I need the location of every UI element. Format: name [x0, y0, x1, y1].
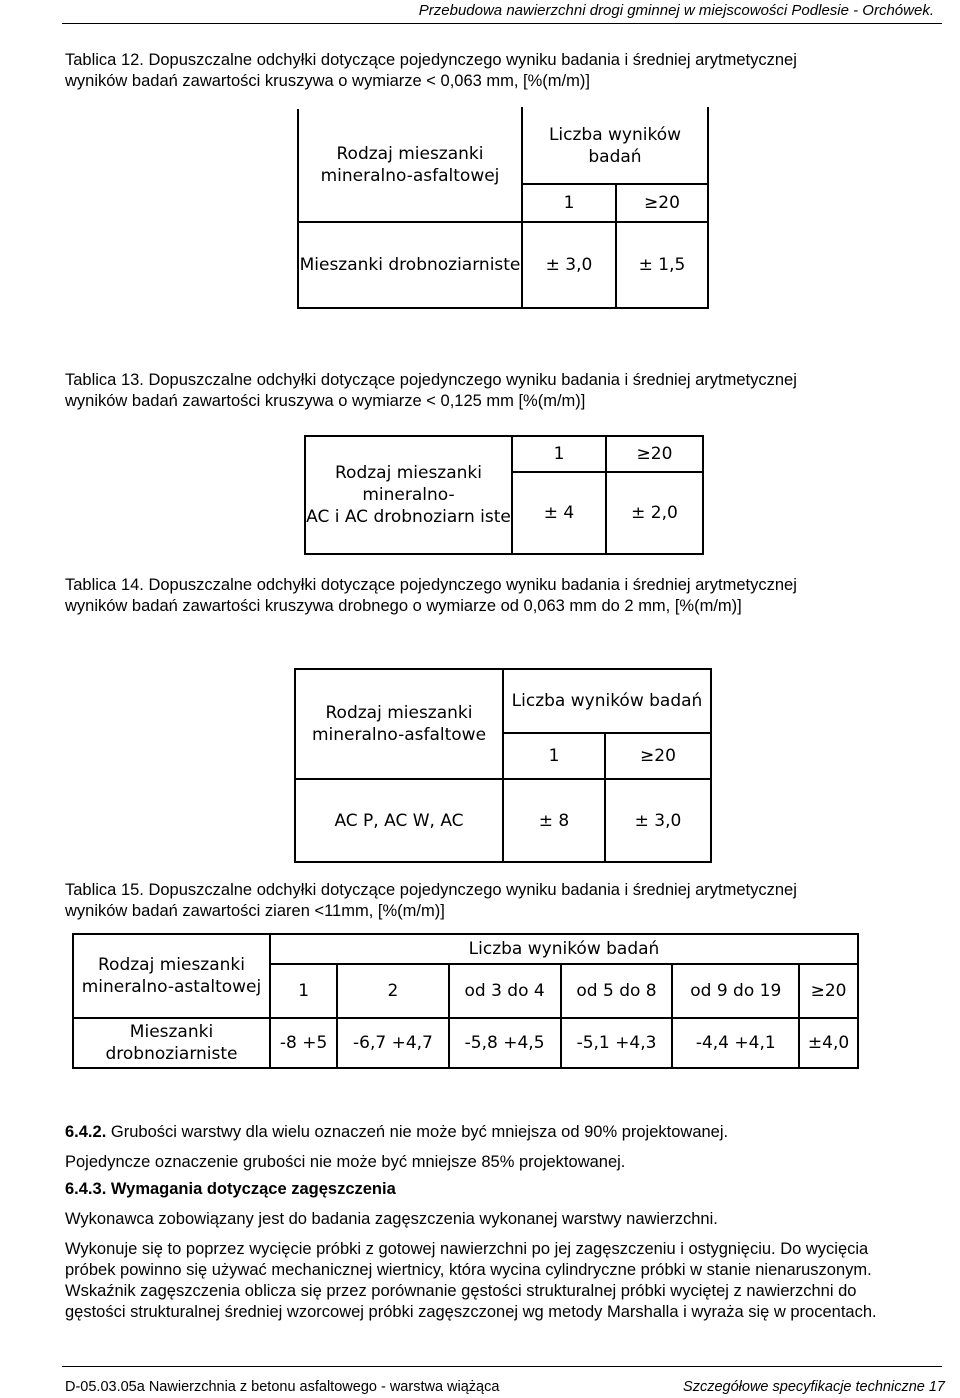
footer-doc-id: D-05.03.05a Nawierzchnia z betonu asfaltowego - warstwa wiążąca [65, 1379, 500, 1395]
table12-group-header: Liczba wyników badań [522, 108, 708, 184]
section-642 [65, 1122, 915, 1143]
table13-row-label-cell [305, 436, 512, 554]
table15-group-header: Liczba wyników badań [270, 934, 858, 964]
footer-divider [62, 1366, 942, 1367]
table14-count1: 1 [503, 733, 605, 779]
table15-count: ≥20 [799, 964, 858, 1018]
header-title: Przebudowa nawierzchni drogi gminnej w miejscowości Podlesie - Orchówek. [418, 2, 934, 19]
table12-col-header: Rodzaj mieszanki mineralno-asfaltowej [298, 108, 522, 222]
table13-caption-line1: Tablica 13. Dopuszczalne odchyłki dotyczące pojedynczego wyniku badania i średniej arytmetycznej [65, 371, 797, 389]
table15-row-label: Mieszanki drobnoziarniste [73, 1018, 270, 1068]
table12-row-label: Mieszanki drobnoziarniste [298, 222, 522, 308]
table13-count2: ≥20 [606, 436, 703, 472]
table14-caption-line2: wyników badań zawartości kruszywa drobnego o wymiarze od 0,063 mm do 2 mm, [%(m/m)] [65, 597, 742, 615]
table14-count2: ≥20 [605, 733, 711, 779]
table13-row-label: AC i AC drobnoziarn iste [306, 507, 511, 527]
table15-count: od 3 do 4 [449, 964, 561, 1018]
paragraph-1: Wykonawca zobowiązany jest do badania zagęszczenia wykonanej warstwy nawierzchni. [65, 1210, 718, 1228]
table13 [304, 435, 704, 555]
table14-val1: ± 8 [503, 779, 605, 862]
table14-row-label: AC P, AC W, AC [295, 779, 503, 862]
table15-value: -4,4 +4,1 [672, 1018, 799, 1068]
table15-value: -5,8 +4,5 [449, 1018, 561, 1068]
table13-val2: ± 2,0 [606, 472, 703, 554]
table13-col-header: Rodzaj mieszanki mineralno- [335, 463, 482, 505]
table13-val1: ± 4 [512, 472, 606, 554]
section-642-text: Grubości warstwy dla wielu oznaczeń nie może być mniejsza od 90% projektowanej. [106, 1123, 729, 1141]
table15 [72, 933, 859, 1069]
table13-caption [65, 370, 895, 412]
table12-caption-line1: Tablica 12. Dopuszczalne odchyłki dotyczące pojedynczego wyniku badania i średniej arytmetycznej [65, 51, 797, 69]
section-642-p2: Pojedyncze oznaczenie grubości nie może być mniejsze 85% projektowanej. [65, 1153, 626, 1171]
table12-caption-line2: wyników badań zawartości kruszywa o wymiarze < 0,063 mm, [%(m/m)] [65, 72, 590, 90]
table12-val1: ± 3,0 [522, 222, 616, 308]
table12-count2: ≥20 [616, 184, 708, 222]
table15-count: od 5 do 8 [561, 964, 673, 1018]
table15-value: ±4,0 [799, 1018, 858, 1068]
footer-page-info: Szczegółowe specyfikacje techniczne 17 [683, 1379, 945, 1395]
table14-group-header: Liczba wyników badań [503, 669, 711, 733]
section-642-number: 6.4.2. [65, 1123, 107, 1141]
table13-caption-line2: wyników badań zawartości kruszywa o wymiarze < 0,125 mm [%(m/m)] [65, 392, 586, 410]
table15-value: -8 +5 [270, 1018, 337, 1068]
table12-val2: ± 1,5 [616, 222, 708, 308]
table15-caption-line2: wyników badań zawartości ziaren <11mm, [%(m/m)] [65, 902, 445, 920]
table15-value: -6,7 +4,7 [337, 1018, 448, 1068]
table15-col-header: Rodzaj mieszanki mineralno-astaltowej [73, 934, 270, 1018]
table14-caption [65, 575, 895, 617]
header-divider [62, 23, 942, 24]
table14 [294, 668, 712, 863]
table15-count: od 9 do 19 [672, 964, 799, 1018]
table13-count1: 1 [512, 436, 606, 472]
table14-val2: ± 3,0 [605, 779, 711, 862]
table12 [297, 107, 709, 309]
table12-count1: 1 [522, 184, 616, 222]
table15-value: -5,1 +4,3 [561, 1018, 673, 1068]
table15-caption [65, 880, 895, 922]
table12-caption [65, 50, 895, 92]
table14-col-header: Rodzaj mieszanki mineralno-asfaltowe [295, 669, 503, 779]
table14-caption-line1: Tablica 14. Dopuszczalne odchyłki dotyczące pojedynczego wyniku badania i średniej arytmetycznej [65, 576, 797, 594]
section-643-heading: 6.4.3. Wymagania dotyczące zagęszczenia [65, 1180, 396, 1198]
table15-count: 2 [337, 964, 448, 1018]
table15-count: 1 [270, 964, 337, 1018]
page-header [0, 0, 960, 26]
table15-caption-line1: Tablica 15. Dopuszczalne odchyłki dotyczące pojedynczego wyniku badania i średniej arytmetycznej [65, 881, 797, 899]
paragraph-2: Wykonuje się to poprzez wycięcie próbki z gotowej nawierzchni po jej zagęszczeniu i ostygnięciu. Do wycięcia próbek powinno się używać mechanicznej wiertnicy, która wycina cylindryczne próbki w stanie nienaruszonym. Wskaźnik zagęszczenia oblicza się przez porównanie gęstości strukturalnej próbki wyciętej z nawierzchni do gęstości strukturalnej średniej wzorcowej próbki zagęszczonej wg metody Marshalla i wyraża się w procentach. [65, 1240, 877, 1321]
